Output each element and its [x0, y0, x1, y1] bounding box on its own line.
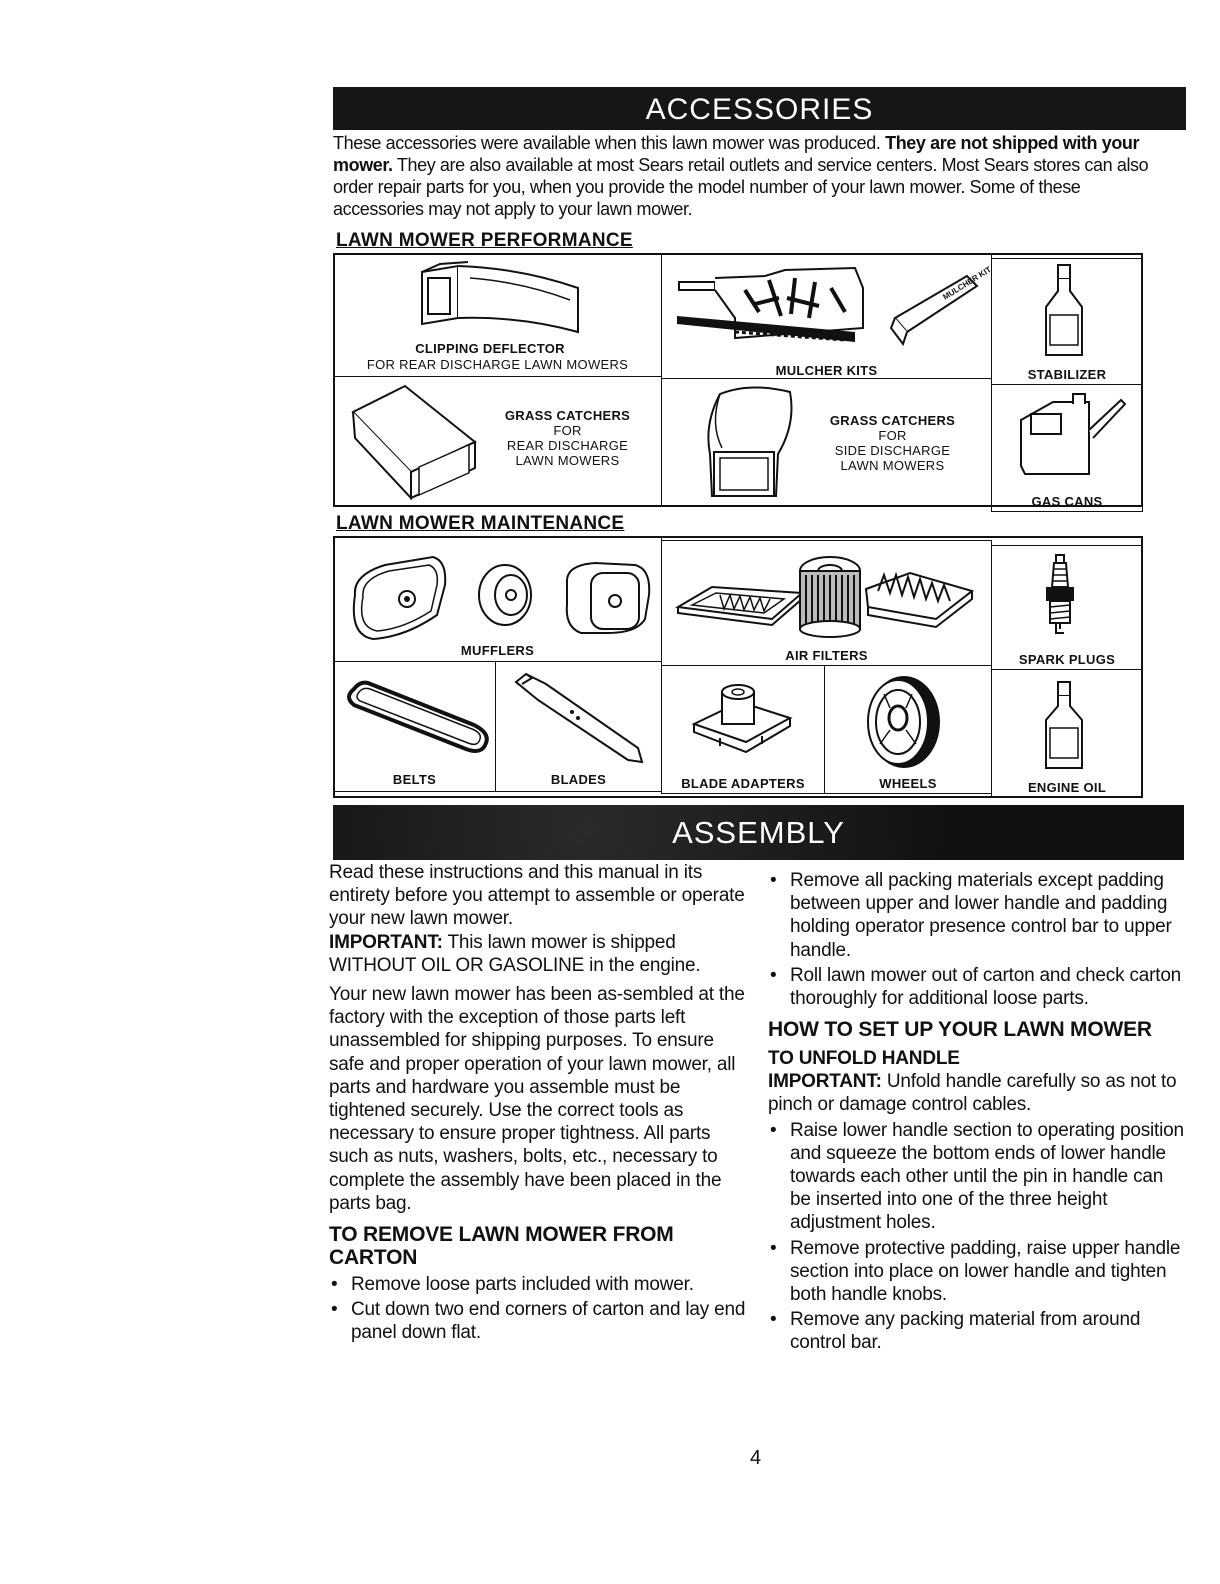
- grass-catchers-rear-line1: GRASS CATCHERS: [504, 408, 631, 423]
- assembly-title: ASSEMBLY: [672, 815, 845, 850]
- accessories-title: ACCESSORIES: [645, 93, 874, 126]
- unfold-handle-list: [768, 1119, 1188, 1355]
- engine-oil-label: ENGINE OIL: [1027, 780, 1107, 795]
- blade-icon: [512, 672, 647, 767]
- grass-catchers-rear-line4: LAWN MOWERS: [515, 453, 620, 468]
- accessories-intro: [333, 132, 1163, 220]
- blade-adapter-icon: [690, 680, 800, 755]
- list-item: • Remove loose parts included with mower.: [329, 1273, 749, 1296]
- wheel-icon: [860, 672, 945, 772]
- unfold-important-text: Unfold handle carefully so as not to pinch or damage control cables.: [768, 1071, 1177, 1116]
- grass-catchers-side-label: [810, 413, 975, 473]
- mufflers-icon: [345, 555, 655, 645]
- intro-text-2: They are also available at most Sears retail outlets and service centers. Most Sears stores can also order repair parts for you, when you provide the model number of your lawn mower. Some of these accessories may not apply to your lawn mower.: [333, 155, 1149, 219]
- list-item: • Cut down two end corners of carton and lay end panel down flat.: [329, 1298, 749, 1344]
- grass-catcher-side-icon: [700, 384, 800, 502]
- setup-heading: HOW TO SET UP YOUR LAWN MOWER: [768, 1018, 1152, 1042]
- list-item: • Raise lower handle section to operating position and squeeze the bottom ends of lower handle towards each other until the pin in handle can be inserted into one of the three height adjustment holes.: [768, 1119, 1188, 1235]
- assembly-banner: [333, 805, 1184, 860]
- intro-bold-text: They are not shipped with your mower.: [333, 133, 1140, 175]
- factory-assembly-paragraph: Your new lawn mower has been as-sembled at the factory with the exception of those parts left unassembled for shipping purposes. To ensure safe and proper operation of your lawn mower, all parts and hardware you assemble must be tightened securely. Use the correct tools as necessary to ensure proper tightness. All parts such as nuts, washers, bolts, etc., necessary to complete the assembly have been placed in the parts bag.: [329, 984, 745, 1214]
- mulcher-kits-label: MULCHER KITS: [775, 363, 878, 378]
- engine-oil-bottle-icon: [1040, 680, 1088, 772]
- assembly-right-column: [768, 869, 1188, 1357]
- unpacking-list: [768, 869, 1188, 1010]
- mulcher-box-text: MULCHER KIT: [941, 264, 993, 302]
- clipping-deflector-label: CLIPPING DEFLECTOR: [415, 341, 565, 356]
- blade-adapters-label: BLADE ADAPTERS: [681, 776, 805, 791]
- air-filters-label: AIR FILTERS: [785, 648, 868, 663]
- wheels-label: WHEELS: [879, 776, 937, 791]
- remove-from-carton-list: [329, 1273, 749, 1345]
- remove-from-carton-heading: TO REMOVE LAWN MOWER FROM CARTON: [329, 1223, 674, 1270]
- intro-text-1: These accessories were available when this lawn mower was produced.: [333, 133, 886, 153]
- stabilizer-bottle-icon: [1040, 263, 1088, 358]
- assembly-left-column: [329, 861, 749, 1347]
- important-shipping-note: [329, 931, 749, 977]
- belt-icon: [340, 675, 490, 760]
- list-item: • Remove protective padding, raise upper handle section into place on lower handle and tighten both handle knobs.: [768, 1237, 1188, 1307]
- grass-catchers-side-line1: GRASS CATCHERS: [829, 413, 956, 428]
- assembly-intro-paragraph: Read these instructions and this manual in its entirety before you attempt to assemble or operate your new lawn mower.: [329, 862, 745, 930]
- air-filters-icon: [672, 555, 982, 645]
- important-label: IMPORTANT:: [329, 931, 443, 953]
- spark-plug-icon: [1040, 553, 1080, 643]
- grass-catchers-rear-line2: FOR: [553, 423, 582, 438]
- list-item: • Roll lawn mower out of carton and check carton thoroughly for additional loose parts.: [768, 964, 1188, 1010]
- stabilizer-label: STABILIZER: [1027, 367, 1107, 382]
- grass-catchers-side-line2: FOR: [878, 428, 907, 443]
- list-item: • Remove any packing material from around control bar.: [768, 1308, 1188, 1354]
- gas-cans-label: GAS CANS: [1031, 494, 1103, 509]
- grass-catchers-side-line4: LAWN MOWERS: [840, 458, 945, 473]
- page-number: 4: [750, 1447, 762, 1469]
- important-label: IMPORTANT:: [768, 1071, 882, 1093]
- grass-catchers-rear-label: [490, 408, 645, 468]
- belts-label: BELTS: [392, 772, 437, 787]
- grass-catcher-rear-icon: [345, 382, 485, 500]
- list-item: • Remove all packing materials except padding between upper and lower handle and padding holding operator presence control bar to upper handle.: [768, 869, 1188, 962]
- unfold-important-note: [768, 1070, 1188, 1116]
- grass-catchers-side-line3: SIDE DISCHARGE: [834, 443, 951, 458]
- mufflers-label: MUFFLERS: [460, 643, 535, 658]
- grass-catchers-rear-line3: REAR DISCHARGE: [506, 438, 629, 453]
- blades-label: BLADES: [550, 772, 607, 787]
- clipping-deflector-icon: [410, 260, 590, 335]
- unfold-handle-heading: TO UNFOLD HANDLE: [768, 1048, 960, 1070]
- maintenance-title: LAWN MOWER MAINTENANCE: [336, 513, 625, 534]
- important-shipping-text: This lawn mower is shipped WITHOUT OIL OR GASOLINE in the engine.: [329, 931, 701, 976]
- accessories-banner: [333, 87, 1186, 130]
- clipping-deflector-sublabel: FOR REAR DISCHARGE LAWN MOWERS: [366, 357, 629, 372]
- gas-can-icon: [1013, 390, 1128, 482]
- mulcher-kits-icon: [675, 264, 993, 353]
- performance-title: LAWN MOWER PERFORMANCE: [336, 230, 633, 251]
- spark-plugs-label: SPARK PLUGS: [1018, 652, 1116, 667]
